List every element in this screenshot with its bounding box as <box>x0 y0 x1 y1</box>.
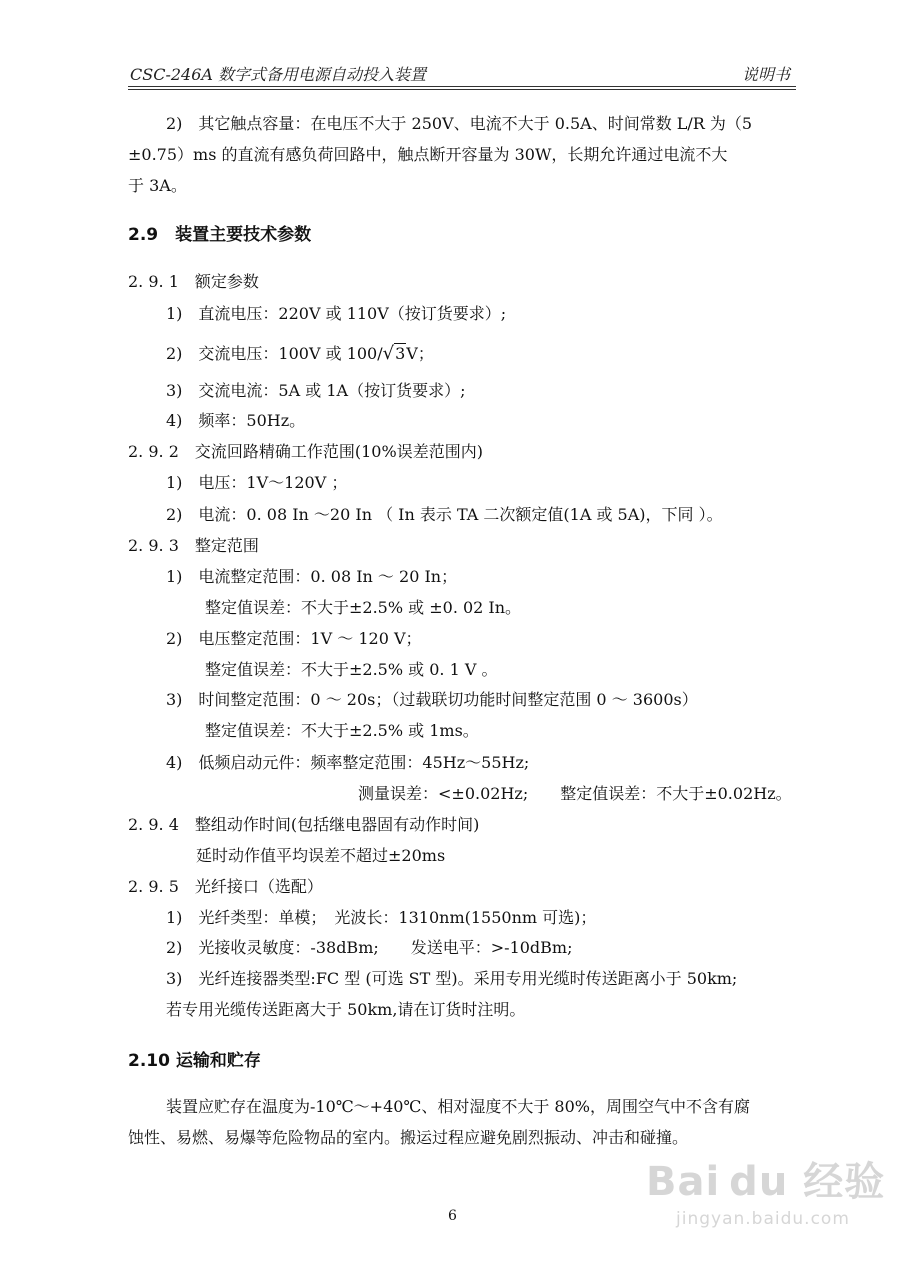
header-doc-type: 说明书 <box>742 65 791 84</box>
s210-para-line-1: 装置应贮存在温度为-10℃～+40℃、相对湿度不大于 80%，周围空气中不含有腐 <box>166 1097 750 1116</box>
s295-item-1: 1) 光纤类型：单模； 光波长：1310nm(1550nm 可选)； <box>166 908 597 927</box>
sqrt-argument: 3 <box>395 344 406 363</box>
s292-item-2: 2) 电流：0. 08 In ～20 In （ In 表示 TA 二次额定值(1A 或 5A)，下同 ）。 <box>166 505 723 524</box>
s291-item-2-suffix: V； <box>406 344 434 363</box>
s291-title: 2. 9. 1 额定参数 <box>128 272 259 291</box>
s293-item-2-error: 整定值误差：不大于±2.5% 或 0. 1 V 。 <box>205 660 498 679</box>
sqrt-symbol: √3 <box>382 343 406 364</box>
page-number: 6 <box>448 1208 457 1224</box>
s293-item-3: 3) 时间整定范围：0 ～ 20s；（过载联切功能时间整定范围 0 ～ 3600s） <box>166 690 698 709</box>
s294-title: 2. 9. 4 整组动作时间(包括继电器固有动作时间) <box>128 815 480 834</box>
s293-item-4-error: 测量误差：<±0.02Hz; 整定值误差：不大于±0.02Hz。 <box>358 784 792 803</box>
s292-item-1: 1) 电压：1V～120V ； <box>166 473 348 492</box>
s291-item-3: 3) 交流电流：5A 或 1A（按订货要求）; <box>166 381 466 400</box>
s295-item-3-cont: 若专用光缆传送距离大于 50km,请在订货时注明。 <box>166 1000 526 1019</box>
s295-item-2: 2) 光接收灵敏度：-38dBm; 发送电平：>-10dBm; <box>166 938 573 957</box>
watermark-url: jingyan.baidu.com <box>676 1209 850 1229</box>
s293-title: 2. 9. 3 整定范围 <box>128 536 259 555</box>
s291-item-4: 4) 频率：50Hz。 <box>166 411 306 430</box>
s291-item-1: 1) 直流电压：220V 或 110V（按订货要求）; <box>166 304 507 323</box>
contacts-line-1: 2) 其它触点容量：在电压不大于 250V、电流不大于 0.5A、时间常数 L/R 为（5 <box>166 114 753 133</box>
s291-item-2-prefix: 2) 交流电压：100V 或 100/ <box>166 344 383 363</box>
s293-item-1-error: 整定值误差：不大于±2.5% 或 ±0. 02 In。 <box>205 598 522 617</box>
s294-line-2: 延时动作值平均误差不超过±20ms <box>196 846 446 865</box>
s293-item-2: 2) 电压整定范围：1V ～ 120 V； <box>166 629 422 648</box>
s293-item-4: 4) 低频启动元件：频率整定范围：45Hz～55Hz; <box>166 753 530 772</box>
s295-item-3: 3) 光纤连接器类型:FC 型 (可选 ST 型)。采用专用光缆时传送距离小于 50km; <box>166 969 738 988</box>
watermark-brand: Bai du 经验 <box>646 1159 886 1205</box>
section-2-9-title: 2.9 装置主要技术参数 <box>128 225 312 245</box>
header-rule-thin <box>128 89 796 90</box>
s291-item-2 <box>166 344 434 364</box>
contacts-line-3: 于 3A。 <box>128 176 187 195</box>
contacts-line-2: ±0.75）ms 的直流有感负荷回路中，触点断开容量为 30W，长期允许通过电流不大 <box>128 145 728 164</box>
s293-item-1: 1) 电流整定范围：0. 08 In ～ 20 In； <box>166 567 458 586</box>
header-rule <box>128 86 796 87</box>
section-2-10-title: 2.10 运输和贮存 <box>128 1051 261 1071</box>
s295-title: 2. 9. 5 光纤接口（选配） <box>128 877 323 896</box>
s292-title: 2. 9. 2 交流回路精确工作范围(10%误差范围内) <box>128 442 483 461</box>
header-title: CSC-246A 数字式备用电源自动投入装置 <box>130 65 427 84</box>
s293-item-3-error: 整定值误差：不大于±2.5% 或 1ms。 <box>205 721 479 740</box>
s210-para-line-2: 蚀性、易燃、易爆等危险物品的室内。搬运过程应避免剧烈振动、冲击和碰撞。 <box>128 1128 689 1147</box>
watermark <box>646 1150 885 1229</box>
